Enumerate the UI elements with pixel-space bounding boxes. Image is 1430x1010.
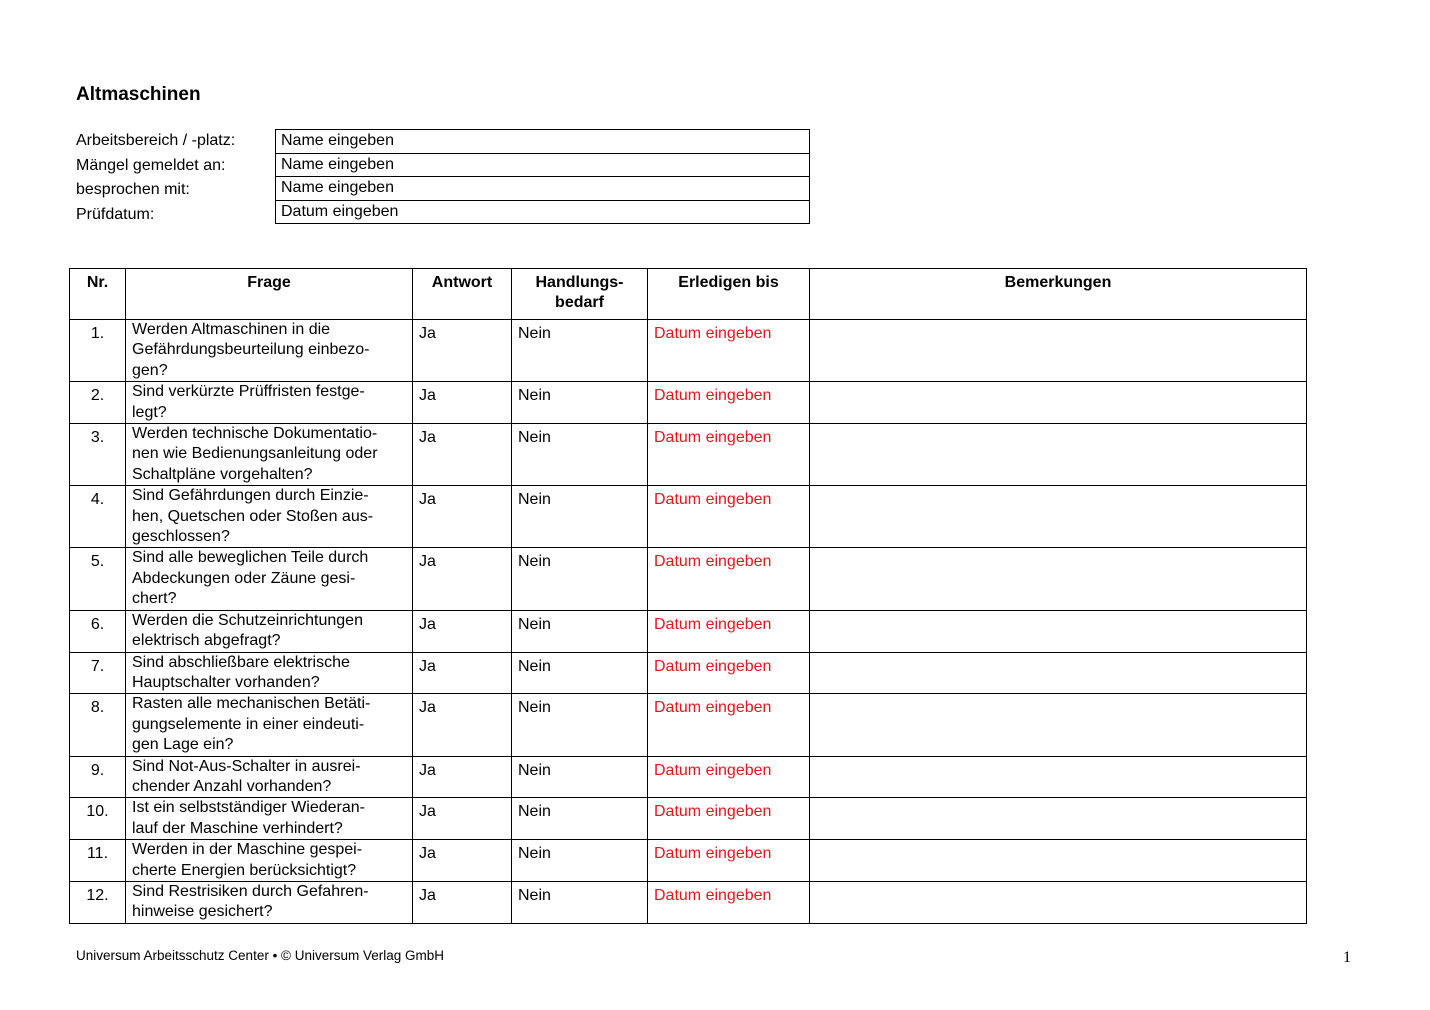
due-date-field[interactable]: Datum eingeben xyxy=(648,320,810,382)
answer-nein-option[interactable]: Nein xyxy=(512,320,648,382)
header-handlungsbedarf xyxy=(512,269,648,320)
row-number: 7. xyxy=(70,652,126,694)
answer-nein-option[interactable]: Nein xyxy=(512,382,648,424)
question-text xyxy=(126,382,413,424)
remarks-field[interactable] xyxy=(810,840,1307,882)
question-text xyxy=(126,652,413,694)
answer-ja-option[interactable]: Ja xyxy=(413,652,512,694)
question-line: legt? xyxy=(132,403,167,421)
answer-nein-option[interactable]: Nein xyxy=(512,694,648,756)
due-date-field[interactable]: Datum eingeben xyxy=(648,382,810,424)
row-number: 5. xyxy=(70,548,126,610)
question-text xyxy=(126,424,413,486)
header-frage: Frage xyxy=(126,269,413,320)
due-date-field[interactable]: Datum eingeben xyxy=(648,694,810,756)
question-line: gen Lage ein? xyxy=(132,736,234,754)
table-row xyxy=(70,694,1307,756)
question-line: Ist ein selbstständiger Wiederan- xyxy=(132,799,365,817)
row-number: 9. xyxy=(70,756,126,798)
maengel-gemeldet-field[interactable]: Name eingeben xyxy=(276,153,810,177)
question-line: geschlossen? xyxy=(132,528,230,546)
remarks-field[interactable] xyxy=(810,756,1307,798)
table-row xyxy=(70,382,1307,424)
table-row xyxy=(70,798,1307,840)
answer-nein-option[interactable]: Nein xyxy=(512,610,648,652)
row-number: 4. xyxy=(70,486,126,548)
question-text xyxy=(126,694,413,756)
table-row xyxy=(70,548,1307,610)
page-number: 1 xyxy=(1343,949,1351,966)
table-row xyxy=(70,486,1307,548)
question-line: hinweise gesichert? xyxy=(132,903,273,921)
question-text xyxy=(126,548,413,610)
meta-label-pruefdatum: Prüfdatum: xyxy=(76,205,155,223)
answer-nein-option[interactable]: Nein xyxy=(512,652,648,694)
due-date-field[interactable]: Datum eingeben xyxy=(648,424,810,486)
question-line: Werden Altmaschinen in die xyxy=(132,321,331,338)
answer-nein-option[interactable]: Nein xyxy=(512,798,648,840)
answer-ja-option[interactable]: Ja xyxy=(413,424,512,486)
remarks-field[interactable] xyxy=(810,798,1307,840)
answer-ja-option[interactable]: Ja xyxy=(413,756,512,798)
document-title: Altmaschinen xyxy=(76,84,201,105)
due-date-field[interactable]: Datum eingeben xyxy=(648,881,810,923)
row-number: 1. xyxy=(70,320,126,382)
remarks-field[interactable] xyxy=(810,486,1307,548)
table-row xyxy=(70,756,1307,798)
answer-ja-option[interactable]: Ja xyxy=(413,798,512,840)
question-line: nen wie Bedienungsanleitung oder xyxy=(132,445,378,463)
due-date-field[interactable]: Datum eingeben xyxy=(648,840,810,882)
question-text xyxy=(126,610,413,652)
question-line: cherte Energien berücksichtigt? xyxy=(132,861,357,879)
remarks-field[interactable] xyxy=(810,382,1307,424)
answer-ja-option[interactable]: Ja xyxy=(413,382,512,424)
question-line: Sind Not-Aus-Schalter in ausrei- xyxy=(132,757,361,775)
due-date-field[interactable]: Datum eingeben xyxy=(648,548,810,610)
table-row xyxy=(70,320,1307,382)
answer-ja-option[interactable]: Ja xyxy=(413,320,512,382)
answer-ja-option[interactable]: Ja xyxy=(413,548,512,610)
header-handlungsbedarf-line2: bedarf xyxy=(555,294,604,311)
table-row xyxy=(70,840,1307,882)
question-line: lauf der Maschine verhindert? xyxy=(132,819,343,837)
answer-nein-option[interactable]: Nein xyxy=(512,424,648,486)
question-line: Werden die Schutzeinrichtungen xyxy=(132,611,363,629)
row-number: 11. xyxy=(70,840,126,882)
header-erledigen-bis: Erledigen bis xyxy=(648,269,810,320)
answer-ja-option[interactable]: Ja xyxy=(413,881,512,923)
question-text xyxy=(126,881,413,923)
due-date-field[interactable]: Datum eingeben xyxy=(648,756,810,798)
remarks-field[interactable] xyxy=(810,320,1307,382)
question-text xyxy=(126,840,413,882)
question-line: Schaltpläne vorgehalten? xyxy=(132,465,313,483)
question-line: chender Anzahl vorhanden? xyxy=(132,777,332,795)
due-date-field[interactable]: Datum eingeben xyxy=(648,652,810,694)
question-line: Rasten alle mechanischen Betäti- xyxy=(132,695,371,713)
checklist-table xyxy=(69,268,1307,924)
row-number: 12. xyxy=(70,881,126,923)
answer-ja-option[interactable]: Ja xyxy=(413,694,512,756)
header-nr: Nr. xyxy=(70,269,126,320)
arbeitsbereich-field[interactable]: Name eingeben xyxy=(276,130,810,154)
remarks-field[interactable] xyxy=(810,548,1307,610)
due-date-field[interactable]: Datum eingeben xyxy=(648,798,810,840)
header-antwort: Antwort xyxy=(413,269,512,320)
due-date-field[interactable]: Datum eingeben xyxy=(648,610,810,652)
row-number: 6. xyxy=(70,610,126,652)
remarks-field[interactable] xyxy=(810,881,1307,923)
pruefdatum-field[interactable]: Datum eingeben xyxy=(276,200,810,224)
answer-nein-option[interactable]: Nein xyxy=(512,756,648,798)
meta-label-maengel: Mängel gemeldet an: xyxy=(76,156,226,174)
question-line: Sind Gefährdungen durch Einzie- xyxy=(132,487,369,505)
table-row xyxy=(70,424,1307,486)
header-handlungsbedarf-line1: Handlungs- xyxy=(535,274,624,291)
table-row xyxy=(70,881,1307,923)
answer-nein-option[interactable]: Nein xyxy=(512,840,648,882)
checklist-rows xyxy=(70,320,1307,924)
row-number: 8. xyxy=(70,694,126,756)
question-line: Gefährdungsbeurteilung einbezo- xyxy=(132,341,370,359)
row-number: 10. xyxy=(70,798,126,840)
due-date-field[interactable]: Datum eingeben xyxy=(648,486,810,548)
answer-ja-option[interactable]: Ja xyxy=(413,486,512,548)
footer-copyright: Universum Arbeitsschutz Center • © Universum Verlag GmbH xyxy=(76,948,445,963)
question-line: hen, Quetschen oder Stoßen aus- xyxy=(132,507,374,525)
question-text xyxy=(126,798,413,840)
meta-label-arbeitsbereich: Arbeitsbereich / -platz: xyxy=(76,132,236,149)
question-line: Sind verkürzte Prüffristen festge- xyxy=(132,383,365,401)
answer-nein-option[interactable]: Nein xyxy=(512,486,648,548)
question-line: Werden technische Dokumentatio- xyxy=(132,425,378,443)
question-line: Sind Restrisiken durch Gefahren- xyxy=(132,882,369,900)
remarks-field[interactable] xyxy=(810,424,1307,486)
question-line: Sind alle beweglichen Teile durch xyxy=(132,549,369,567)
question-line: chert? xyxy=(132,590,177,608)
header-bemerkungen: Bemerkungen xyxy=(810,269,1307,320)
question-line: Sind abschließbare elektrische xyxy=(132,653,350,671)
besprochen-mit-field[interactable]: Name eingeben xyxy=(276,177,810,201)
meta-labels xyxy=(76,129,276,227)
table-row xyxy=(70,610,1307,652)
answer-nein-option[interactable]: Nein xyxy=(512,548,648,610)
question-line: Hauptschalter vorhanden? xyxy=(132,673,320,691)
table-header-row xyxy=(70,269,1307,320)
row-number: 2. xyxy=(70,382,126,424)
row-number: 3. xyxy=(70,424,126,486)
remarks-field[interactable] xyxy=(810,652,1307,694)
answer-nein-option[interactable]: Nein xyxy=(512,881,648,923)
question-line: gungselemente in einer eindeuti- xyxy=(132,715,365,733)
answer-ja-option[interactable]: Ja xyxy=(413,840,512,882)
answer-ja-option[interactable]: Ja xyxy=(413,610,512,652)
meta-fields-table xyxy=(275,129,810,224)
meta-label-besprochen: besprochen mit: xyxy=(76,181,190,198)
question-text xyxy=(126,320,413,382)
question-line: Abdeckungen oder Zäune gesi- xyxy=(132,569,356,587)
question-line: elektrisch abgefragt? xyxy=(132,632,281,650)
table-row xyxy=(70,652,1307,694)
question-text xyxy=(126,756,413,798)
remarks-field[interactable] xyxy=(810,610,1307,652)
remarks-field[interactable] xyxy=(810,694,1307,756)
question-line: Werden in der Maschine gespei- xyxy=(132,841,363,859)
question-line: gen? xyxy=(132,361,168,379)
question-text xyxy=(126,486,413,548)
